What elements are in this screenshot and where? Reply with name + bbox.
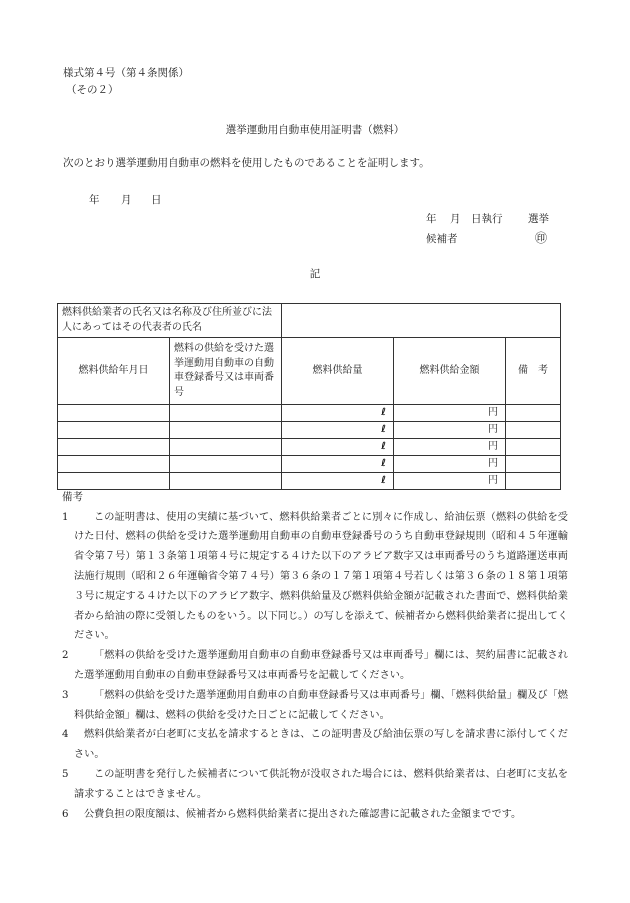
note-item (62, 508, 568, 647)
note-text: 「燃料の供給を受けた選挙運動用自動車の自動車登録番号又は車両番号」欄には、契約届書に記載された選挙運動用自動車の自動車登録番号又は車両番号を記載してください。 (74, 650, 568, 682)
date-year: 年 (89, 194, 100, 206)
liter-unit: ℓ (381, 440, 386, 452)
quantity-cell[interactable] (282, 456, 394, 473)
remarks-cell[interactable] (506, 405, 561, 422)
note-text: この証明書は、使用の実績に基づいて、燃料供給業者ごとに別々に作成し、給油伝票（燃料の供給を受けた日付、燃料の供給を受けた選挙運動用自動車の自動車登録番号のうち自動車登録規則（昭和４５年運輸省令第７号）第１３条第１項第４号に規定する４けた以下のアラビア数字又は車両番号のうち道路運送車両法施行規則（昭和２６年運輸省令第７４号）第３６条の１７第１項第４号若しくは第３６条の１８第１項第３号に規定する４けた以下のアラビア数字、燃料供給量及び燃料供給金額が記載された書面で、燃料供給業者から給油の際に受領したものをいう。以下同じ。）の写しを添えて、候補者から燃料供給業者に提出してください。 (74, 511, 568, 642)
amount-cell[interactable] (394, 422, 506, 439)
header-row (58, 338, 561, 405)
date-cell[interactable] (58, 422, 170, 439)
note-number: 3 (62, 689, 69, 701)
amount-cell[interactable] (394, 405, 506, 422)
candidate-label: 候補者 (426, 233, 458, 245)
note-item (62, 805, 568, 825)
table-row (58, 439, 561, 456)
election-month: 月 (450, 213, 461, 225)
amount-cell[interactable] (394, 456, 506, 473)
liter-unit: ℓ (381, 457, 386, 469)
election-day-exec: 日執行 (471, 213, 503, 225)
date-cell[interactable] (58, 456, 170, 473)
vehicle-cell[interactable] (170, 456, 282, 473)
note-text: 燃料供給業者が白老町に支払を請求するときは、この証明書及び給油伝票の写しを請求書に添付してください。 (74, 729, 568, 761)
election-label: 選挙 (528, 213, 549, 225)
table-row (58, 473, 561, 490)
remarks-cell[interactable] (506, 456, 561, 473)
table-row (58, 456, 561, 473)
form-subtitle: （その２） (66, 84, 119, 96)
liter-unit: ℓ (381, 474, 386, 486)
vehicle-cell[interactable] (170, 422, 282, 439)
seal-mark: ㊞ (535, 231, 548, 245)
liter-unit: ℓ (381, 423, 386, 435)
form-number: 様式第４号（第４条関係） (63, 67, 189, 79)
note-number: 2 (62, 650, 69, 662)
header-date: 燃料供給年月日 (58, 338, 170, 405)
header-amount: 燃料供給金額 (394, 338, 506, 405)
ki-heading: 記 (309, 268, 321, 280)
note-item (62, 646, 568, 686)
note-text: 「燃料の供給を受けた選挙運動用自動車の自動車登録番号又は車両番号」欄、「燃料供給量」欄及び「燃料供給金額」欄は、燃料の供給を受けた日ごとに記載してください。 (74, 689, 568, 721)
yen-unit: 円 (488, 457, 498, 469)
quantity-cell[interactable] (282, 422, 394, 439)
note-number: 4 (62, 729, 69, 741)
date-day: 日 (151, 194, 162, 206)
note-text: 公費負担の限度額は、候補者から燃料供給業者に提出された確認書に記載された金額までです。 (84, 808, 522, 820)
quantity-cell[interactable] (282, 439, 394, 456)
note-item (62, 725, 568, 765)
note-number: 5 (62, 769, 69, 780)
quantity-cell[interactable] (282, 405, 394, 422)
date-month: 月 (121, 194, 132, 206)
table-row (58, 405, 561, 422)
date-cell[interactable] (58, 439, 170, 456)
intro-text: 次のとおり選挙運動用自動車の燃料を使用したものであることを証明します。 (63, 157, 430, 169)
yen-unit: 円 (488, 474, 498, 486)
table-row (58, 422, 561, 439)
yen-unit: 円 (488, 406, 498, 418)
notes-heading: 備考 (62, 491, 83, 503)
document-title: 選挙運動用自動車使用証明書（燃料） (225, 124, 405, 136)
supplier-row (58, 304, 561, 338)
amount-cell[interactable] (394, 439, 506, 456)
header-quantity: 燃料供給量 (282, 338, 394, 405)
supplier-label: 燃料供給業者の氏名又は名称及び住所並びに法人にあってはその代表者の氏名 (58, 304, 282, 338)
date-cell[interactable] (58, 473, 170, 490)
quantity-cell[interactable] (282, 473, 394, 490)
yen-unit: 円 (488, 423, 498, 435)
date-cell[interactable] (58, 405, 170, 422)
header-remarks: 備 考 (506, 338, 561, 405)
vehicle-cell[interactable] (170, 473, 282, 490)
note-text: この証明書を発行した候補者について供託物が没収された場合には、燃料供給業者は、白老町に支払を請求することはできません。 (74, 769, 568, 800)
remarks-cell[interactable] (506, 422, 561, 439)
note-number: 6 (62, 808, 69, 820)
fuel-ledger-table (57, 303, 561, 490)
note-number: 1 (62, 511, 69, 523)
header-vehicle: 燃料の供給を受けた選挙運動用自動車の自動車登録番号又は車両番号 (170, 338, 282, 405)
remarks-cell[interactable] (506, 439, 561, 456)
remarks-cell[interactable] (506, 473, 561, 490)
amount-cell[interactable] (394, 473, 506, 490)
yen-unit: 円 (488, 440, 498, 452)
vehicle-cell[interactable] (170, 405, 282, 422)
notes-section (62, 491, 568, 824)
supplier-value-field[interactable] (282, 304, 561, 338)
note-item (62, 686, 568, 726)
note-item (62, 765, 568, 805)
election-year: 年 (426, 213, 437, 225)
vehicle-cell[interactable] (170, 439, 282, 456)
liter-unit: ℓ (381, 406, 386, 418)
